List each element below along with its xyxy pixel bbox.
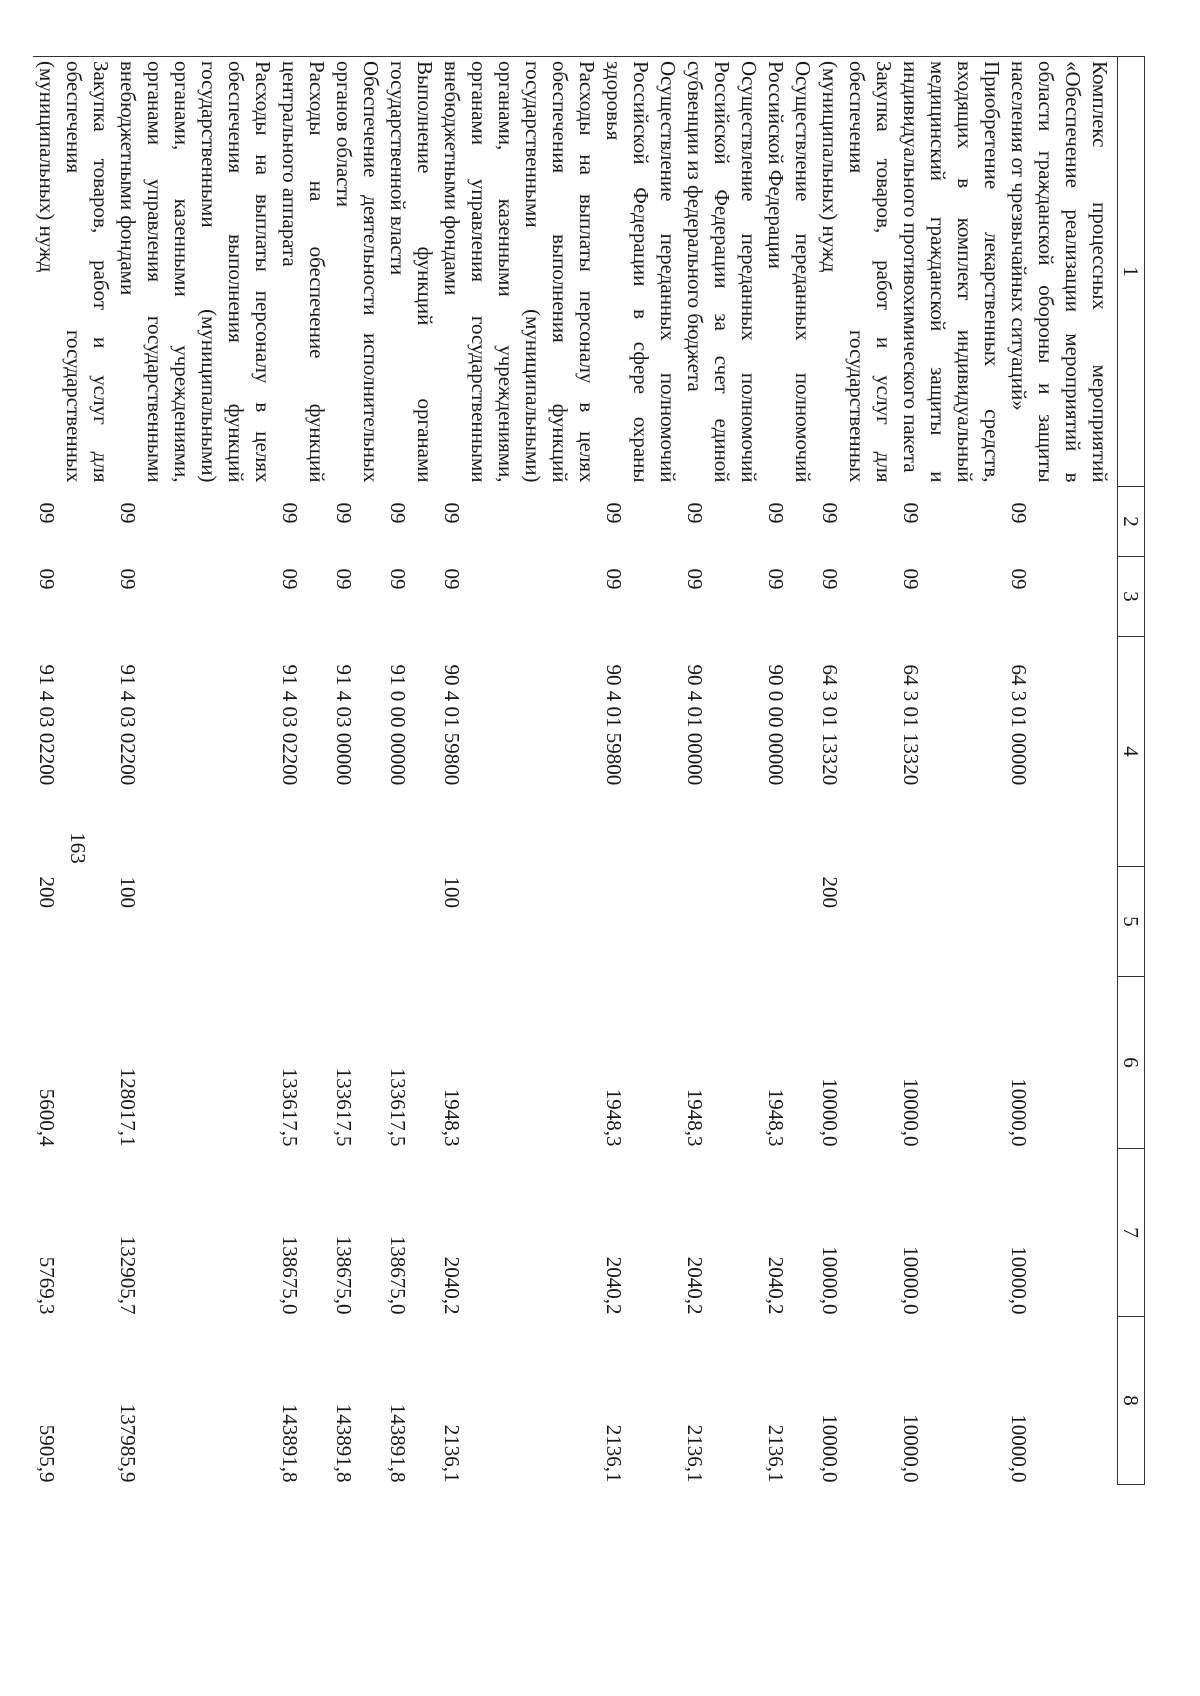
table-body	[33, 57, 1118, 1485]
cell-amount-7: 138675,0	[332, 1235, 356, 1315]
cell-amount-6: 133617,5	[332, 1067, 356, 1147]
cell-expense-type: 200	[35, 876, 59, 908]
table-row	[114, 57, 276, 1485]
table-header-row	[1118, 57, 1145, 1485]
cell-section: 09	[764, 502, 788, 524]
col-header-5: 5	[1118, 867, 1145, 977]
cell-expense-type: 200	[818, 876, 842, 908]
cell-target-article: 64 3 01 13320	[818, 664, 842, 786]
cell-amount-7: 2040,2	[683, 1256, 707, 1315]
table-row	[816, 57, 897, 1485]
cell-subsection: 09	[764, 568, 788, 590]
cell-amount-8: 10000,0	[899, 1414, 923, 1483]
col-header-3: 3	[1118, 557, 1145, 637]
cell-amount-8: 143891,8	[332, 1403, 356, 1483]
cell-amount-6: 10000,0	[818, 1078, 842, 1147]
table-row	[897, 57, 1005, 1485]
cell-amount-8: 2136,1	[440, 1424, 464, 1483]
cell-name: Приобретение лекарственных средств, входящих в комплект индивидуальный медицинский гражданской защиты и индивидуального противохимического пакета	[897, 57, 1005, 487]
cell-amount-7: 5769,3	[35, 1256, 59, 1315]
cell-target-article: 64 3 01 13320	[899, 664, 923, 786]
cell-name: Расходы на выплаты персоналу в целях обеспечения выполнения функций государственными (муниципальными) органами, казенными учреждениями, органами управления государственными внебюджетными фондами	[114, 57, 276, 487]
cell-name: Расходы на обеспечение функций центрального аппарата	[276, 57, 330, 487]
col-header-2: 2	[1118, 487, 1145, 557]
cell-amount-6: 10000,0	[1007, 1078, 1031, 1147]
cell-name: Осуществление переданных полномочий Российской Федерации в сфере охраны здоровья	[600, 57, 681, 487]
table-row	[681, 57, 762, 1485]
cell-target-article: 91 0 00 00000	[386, 664, 410, 786]
col-header-6: 6	[1118, 977, 1145, 1149]
cell-amount-8: 10000,0	[1007, 1414, 1031, 1483]
cell-amount-6: 1948,3	[683, 1088, 707, 1147]
cell-subsection: 09	[440, 568, 464, 590]
cell-target-article: 91 4 03 00000	[332, 664, 356, 786]
cell-target-article: 90 4 01 59800	[440, 664, 464, 786]
cell-amount-7: 2040,2	[602, 1256, 626, 1315]
cell-name: Обеспечение деятельности исполнительных органов области	[330, 57, 384, 487]
cell-amount-8: 5905,9	[35, 1424, 59, 1483]
cell-amount-8: 143891,8	[386, 1403, 410, 1483]
cell-subsection: 09	[899, 568, 923, 590]
cell-expense-type	[276, 867, 330, 977]
table-row	[438, 57, 600, 1485]
cell-amount-8: 2136,1	[602, 1424, 626, 1483]
cell-expense-type	[330, 867, 384, 977]
cell-subsection: 09	[1007, 568, 1031, 590]
cell-section: 09	[683, 502, 707, 524]
cell-amount-6: 1948,3	[764, 1088, 788, 1147]
cell-expense-type	[1005, 867, 1118, 977]
cell-target-article: 91 4 03 02200	[278, 664, 302, 786]
cell-amount-8: 137985,9	[116, 1403, 140, 1483]
cell-section: 09	[332, 502, 356, 524]
cell-amount-6: 10000,0	[899, 1078, 923, 1147]
cell-name: Комплекс процессных мероприятий «Обеспечение реализации мероприятий в области гражданской обороны и защиты населения от чрезвычайных ситуаций»	[1005, 57, 1118, 487]
cell-amount-6: 1948,3	[440, 1088, 464, 1147]
cell-name: Расходы на выплаты персоналу в целях обеспечения выполнения функций государственными (муниципальными) органами, казенными учреждениями, органами управления государственными внебюджетными фондами	[438, 57, 600, 487]
cell-section: 09	[116, 502, 140, 524]
cell-amount-7: 132905,7	[116, 1235, 140, 1315]
budget-table	[33, 56, 1145, 1485]
page-number: 163	[66, 832, 90, 864]
cell-target-article: 90 4 01 00000	[683, 664, 707, 786]
cell-amount-7: 10000,0	[899, 1246, 923, 1315]
col-header-7: 7	[1118, 1149, 1145, 1317]
cell-amount-8: 143891,8	[278, 1403, 302, 1483]
cell-section: 09	[818, 502, 842, 524]
cell-amount-6: 128017,1	[116, 1067, 140, 1147]
cell-section: 09	[386, 502, 410, 524]
cell-section: 09	[440, 502, 464, 524]
cell-expense-type	[762, 867, 816, 977]
cell-expense-type: 100	[440, 876, 464, 908]
cell-expense-type	[384, 867, 438, 977]
cell-amount-8: 10000,0	[818, 1414, 842, 1483]
cell-amount-7: 10000,0	[1007, 1246, 1031, 1315]
cell-amount-6: 5600,4	[35, 1088, 59, 1147]
cell-amount-6: 133617,5	[278, 1067, 302, 1147]
cell-amount-7: 138675,0	[386, 1235, 410, 1315]
cell-amount-6: 133617,5	[386, 1067, 410, 1147]
cell-subsection: 09	[116, 568, 140, 590]
cell-target-article: 90 4 01 59800	[602, 664, 626, 786]
cell-section: 09	[899, 502, 923, 524]
col-header-1: 1	[1118, 57, 1145, 487]
cell-amount-7: 138675,0	[278, 1235, 302, 1315]
cell-expense-type: 100	[116, 876, 140, 908]
cell-name: Выполнение функций органами государственной власти	[384, 57, 438, 487]
cell-amount-8: 2136,1	[683, 1424, 707, 1483]
col-header-8: 8	[1118, 1317, 1145, 1485]
cell-target-article: 90 0 00 00000	[764, 664, 788, 786]
cell-subsection: 09	[818, 568, 842, 590]
cell-name: Закупка товаров, работ и услуг для обеспечения государственных (муниципальных) нужд	[33, 57, 114, 487]
cell-name: Осуществление переданных полномочий Российской Федерации	[762, 57, 816, 487]
cell-expense-type	[600, 867, 681, 977]
cell-section: 09	[35, 502, 59, 524]
cell-amount-7: 2040,2	[764, 1256, 788, 1315]
col-header-4: 4	[1118, 637, 1145, 867]
cell-amount-6: 1948,3	[602, 1088, 626, 1147]
cell-section: 09	[602, 502, 626, 524]
table-row	[330, 57, 384, 1485]
cell-expense-type	[897, 867, 1005, 977]
cell-amount-7: 2040,2	[440, 1256, 464, 1315]
cell-subsection: 09	[278, 568, 302, 590]
table-row	[1005, 57, 1118, 1485]
cell-target-article: 91 4 03 02200	[35, 664, 59, 786]
cell-subsection: 09	[386, 568, 410, 590]
cell-subsection: 09	[332, 568, 356, 590]
cell-target-article: 91 4 03 02200	[116, 664, 140, 786]
cell-expense-type	[681, 867, 762, 977]
cell-name: Осуществление переданных полномочий Российской Федерации за счет единой субвенции из федерального бюджета	[681, 57, 762, 487]
cell-subsection: 09	[602, 568, 626, 590]
cell-subsection: 09	[35, 568, 59, 590]
table-row	[384, 57, 438, 1485]
table-row	[600, 57, 681, 1485]
cell-section: 09	[278, 502, 302, 524]
table-row	[762, 57, 816, 1485]
cell-section: 09	[1007, 502, 1031, 524]
cell-target-article: 64 3 01 00000	[1007, 664, 1031, 786]
cell-amount-8: 2136,1	[764, 1424, 788, 1483]
cell-subsection: 09	[683, 568, 707, 590]
cell-name: Закупка товаров, работ и услуг для обеспечения государственных (муниципальных) нужд	[816, 57, 897, 487]
table-row	[276, 57, 330, 1485]
cell-amount-7: 10000,0	[818, 1246, 842, 1315]
